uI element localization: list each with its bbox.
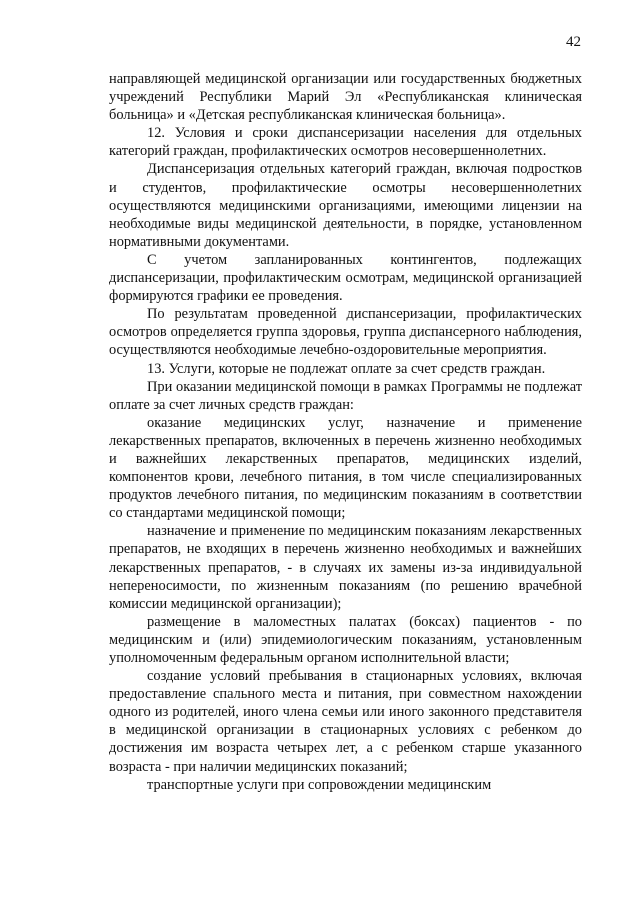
paragraph-results: По результатам проведенной диспансеризации, профилактических осмотров определяется группа здоровья, группа диспансерного наблюдения, осуществляются необходимые лечебно-оздоровительные мероприятия. bbox=[109, 306, 582, 359]
list-item-drug-prescription: назначение и применение по медицинским показаниям лекарственных препаратов, не входящих в перечень жизненно необходимых и важнейших лекарственных препаратов, - в случаях их замены из-за индивидуальной непереносимости, по жизненным показаниям (по решению врачебной комиссии медицинской организации); bbox=[109, 523, 582, 612]
list-item-small-wards: размещение в маломестных палатах (боксах) пациентов - по медицинским и (или) эпидемиологическим показаниям, установленным уполномоченным федеральным органом исполнительной власти; bbox=[109, 613, 582, 666]
list-item-medical-services: оказание медицинских услуг, назначение и применение лекарственных препаратов, включенных в перечень жизненно необходимых и важнейших лекарственных препаратов, медицинских изделий, компонентов крови, лечебного питания, в том числе специализированных продуктов лечебного питания, по медицинским показаниям в соответствии со стандартами медицинской помощи; bbox=[109, 414, 582, 522]
list-item-transport: транспортные услуги при сопровождении медицинским bbox=[147, 776, 492, 793]
paragraph-continuation: направляющей медицинской организации или государственных бюджетных учреждений Республики Марий Эл «Республиканская клиническая больница» и «Детская республиканская клиническая больница». bbox=[109, 71, 582, 124]
paragraph-dispensarization: Диспансеризация отдельных категорий граждан, включая подростков и студентов, профилактические осмотры несовершеннолетних осуществляются медицинскими организациями, имеющими лицензии на необходимые виды медицинской деятельности, в порядке, установленном нормативными документами. bbox=[109, 161, 582, 250]
paragraph-schedules: С учетом запланированных контингентов, подлежащих диспансеризации, профилактическим осмотрам, медицинской организацией формируются графики ее проведения. bbox=[109, 251, 582, 305]
document-body bbox=[109, 70, 582, 794]
list-item-stay-conditions: создание условий пребывания в стационарных условиях, включая предоставление спального места и питания, при совместном нахождении одного из родителей, иного члена семьи или иного законного представителя в медицинской организации в стационарных условиях с ребенком до достижения им возраста четырех лет, а с ребенком старше указанного возраста - при наличии медицинских показаний; bbox=[109, 668, 582, 775]
paragraph-not-payable-intro: При оказании медицинской помощи в рамках Программы не подлежат оплате за счет личных средств граждан: bbox=[109, 378, 582, 413]
section-12-heading: 12. Условия и сроки диспансеризации населения для отдельных категорий граждан, профилактических осмотров несовершеннолетних. bbox=[109, 125, 582, 160]
section-13-heading: 13. Услуги, которые не подлежат оплате за счет средств граждан. bbox=[147, 360, 546, 377]
page-number: 42 bbox=[566, 34, 581, 50]
